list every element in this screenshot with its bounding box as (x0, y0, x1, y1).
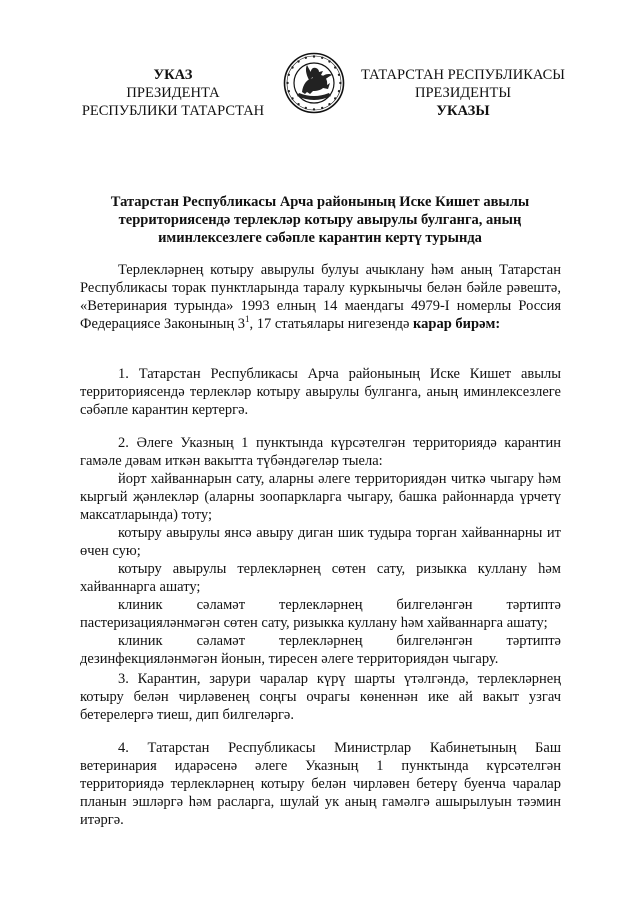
tatarstan-emblem-icon (283, 52, 345, 114)
text-line (80, 315, 561, 333)
decree-title (80, 193, 560, 247)
header-left-line-1: УКАЗ (153, 67, 193, 83)
item-3-paragraph (80, 670, 561, 724)
header-left-russian (78, 66, 268, 120)
item-1-paragraph (80, 365, 561, 419)
text-line: клиник сәламәт терлекләрнең билгеләнгән тәртиптә (118, 597, 561, 613)
header-right-line-2: ПРЕЗИДЕНТЫ (414, 85, 512, 101)
text-line: максатларында) тоту; (80, 507, 212, 523)
text-line: сәбәпле карантин кертергә. (80, 402, 249, 418)
text-line: клиник сәламәт терлекләрнең билгеләнгән тәртиптә (118, 633, 561, 649)
header-left-line-3: РЕСПУБЛИКИ ТАТАРСТАН (81, 103, 265, 119)
header-right-tatar (356, 66, 570, 120)
superscript: 1 (244, 314, 250, 325)
text-line: йорт хайваннарын сату, аларны әлеге территориядән читкә чыгару һәм (118, 471, 561, 487)
text-line: территориядә терлекләрнең котыру белән чирләвен бетерү буенча чаралар (80, 776, 561, 792)
item-2-paragraph (80, 434, 561, 668)
text-line: котыру белән чирләвенең соңгы очрагы көненнән ике ай вакыт узгач (80, 689, 561, 705)
title-line: Татарстан Республикасы Арча районының Иске Кишет авылы (110, 194, 530, 210)
title-line: территориясендә терлекләр котыру авырулы булганга, аның (118, 212, 522, 228)
text-line: Республикасы торак пунктларында таралу куркынычы белән бәйле рәвештә, (80, 280, 561, 296)
text-fragment: , 17 статьялары нигезендә (249, 316, 414, 332)
item-4-paragraph (80, 739, 561, 829)
law-ref: Федерациясе Законының 3 (80, 316, 245, 332)
text-line: хайваннарга ашату; (80, 579, 201, 595)
text-line: котыру авырулы терлекләрнең сөтен сату, ризыкка куллану һәм (118, 561, 561, 577)
resolution-phrase: карар бирәм: (413, 316, 501, 332)
header-left-line-2: ПРЕЗИДЕНТА (126, 85, 220, 101)
preamble-paragraph (80, 261, 561, 333)
text-line: 1. Татарстан Республикасы Арча районының Иске Кишет авылы (118, 366, 561, 382)
title-line: иминлексезлеге сәбәпле карантин кертү турында (158, 230, 482, 246)
text-line: 2. Әлеге Указның 1 пунктында күрсәтелгән территориядә карантин (118, 435, 561, 451)
text-line: кыргый җәнлекләр (аларны зоопаркларга чыгару, башка районнарда үрчетү (80, 489, 561, 505)
text-line: дезинфекцияләнмәгән йонын, тиресен әлеге территориядән чыгару. (80, 651, 499, 667)
text-line: итәргә. (80, 812, 124, 828)
header-right-line-3: УКАЗЫ (436, 103, 490, 119)
text-line: планын эшләргә һәм расларга, шулай ук аның гамәлгә ашырылуын тәэмин (80, 794, 561, 810)
text-line: Терлекләрнең котыру авырулы булуы ачыклану һәм аның Татарстан (118, 262, 561, 278)
text-line: территориясендә терлекләр котыру авырулы булганга, аның иминлексезлеге (80, 384, 561, 400)
text-line: котыру авырулы янсә авыру диган шик тудыра торган хайваннарны ит (118, 525, 561, 541)
text-line: бетерелергә тиеш, дип билгеләргә. (80, 707, 294, 723)
text-line: өчен сую; (80, 543, 141, 559)
text-line: 3. Карантин, зарури чаралар күрү шарты үтәлгәндә, терлекләрнең (118, 671, 561, 687)
text-line: гамәле дәвам иткән вакытта түбәндәгеләр тыела: (80, 453, 383, 469)
text-line: пастеризацияләнмәгән сөтен сату, ризыкка куллану һәм хайваннарга ашату; (80, 615, 548, 631)
text-line: ветеринария идарәсенә әлеге Указның 1 пунктында күрсәтелгән (80, 758, 561, 774)
text-line: «Ветеринария турында» 1993 елның 14 маендагы 4979-I номерлы Россия (80, 298, 561, 314)
header-right-line-1: ТАТАРСТАН РЕСПУБЛИКАСЫ (361, 67, 565, 83)
text-line: 4. Татарстан Республикасы Министрлар Кабинетының Баш (118, 740, 561, 756)
